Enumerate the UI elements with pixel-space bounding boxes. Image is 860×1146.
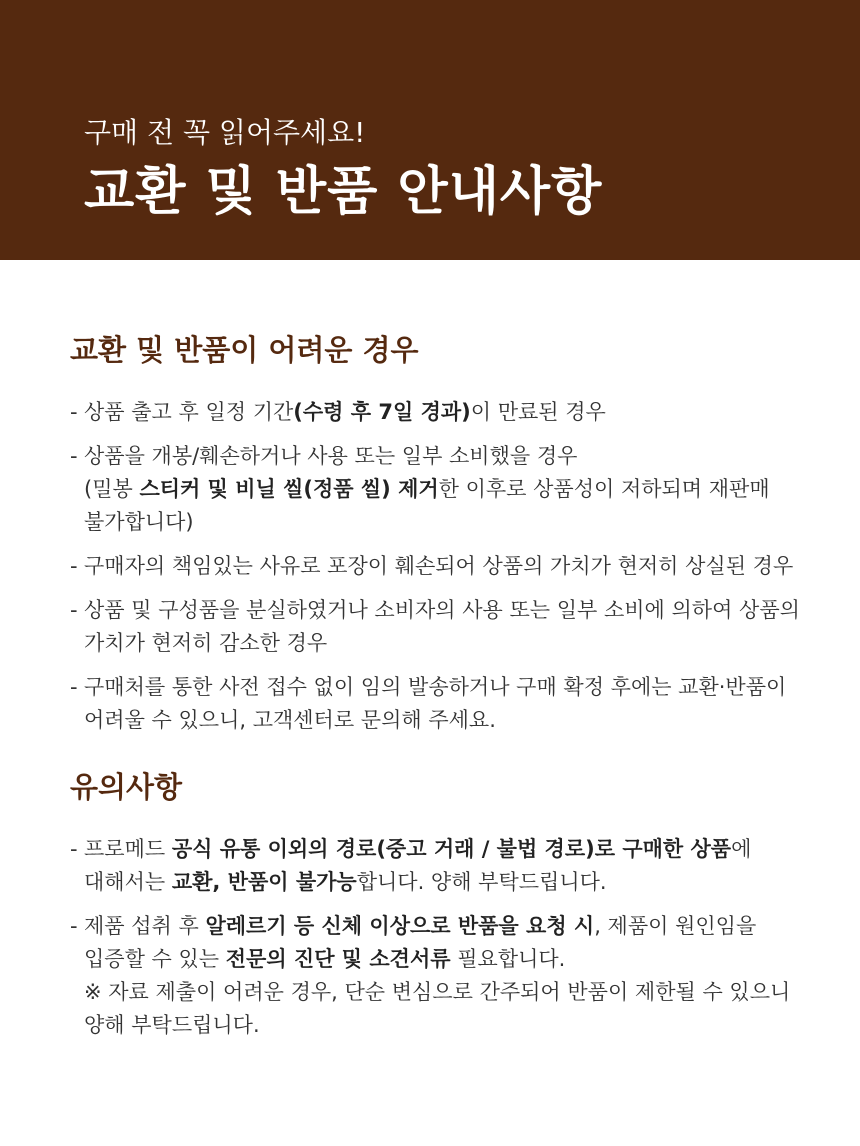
header-banner	[0, 0, 860, 260]
item-text: 구매자의 책임있는 사유로 포장이 훼손되어 상품의 가치가 현저히 상실된 경우	[84, 554, 794, 578]
item-text: ※ 자료 제출이 어려운 경우, 단순 변심으로 간주되어 반품이 제한될 수 있으니 양해 부탁드립니다.	[84, 980, 791, 1037]
item-text: 합니다. 양해 부탁드립니다.	[356, 870, 607, 894]
page-title: 교환 및 반품 안내사항	[84, 162, 603, 222]
item-list	[70, 396, 800, 737]
item-text: 필요합니다.	[450, 947, 566, 971]
item-text: 제품 섭취 후	[84, 914, 206, 938]
list-item	[70, 594, 820, 660]
header-subtitle: 구매 전 꼭 읽어주세요!	[84, 116, 366, 149]
item-text: (밀봉	[84, 477, 140, 501]
item-text: 구매처를 통한 사전 접수 없이 임의 발송하거나 구매 확정 후에는 교환·반품이 어려울 수 있으니, 고객센터로 문의해 주세요.	[84, 675, 787, 732]
list-item	[70, 671, 820, 737]
emphasis-text: 교환, 반품이 불가능	[171, 870, 357, 894]
section-precautions	[70, 767, 790, 1042]
emphasis-text: 스티커 및 비닐 씰(정품 씰) 제거	[139, 477, 439, 501]
section-title: 교환 및 반품이 어려운 경우	[70, 333, 419, 367]
item-text: 상품 및 구성품을 분실하였거나 소비자의 사용 또는 일부 소비에 의하여 상품의 가치가 현저히 감소한 경우	[84, 598, 800, 655]
section-title: 유의사항	[70, 770, 183, 804]
emphasis-text: 알레르기 등 신체 이상으로 반품을 요청 시	[205, 914, 595, 938]
notice-content	[0, 260, 800, 1042]
list-item	[70, 396, 820, 429]
item-text: 상품 출고 후 일정 기간	[84, 400, 294, 424]
list-item	[70, 833, 820, 899]
item-text: 프로메드	[84, 837, 172, 861]
list-item	[70, 550, 820, 583]
emphasis-text: (수령 후 7일 경과)	[293, 400, 471, 424]
list-item	[70, 910, 820, 1042]
emphasis-text: 전문의 진단 및 소견서류	[225, 947, 451, 971]
item-text: 상품을 개봉/훼손하거나 사용 또는 일부 소비했을 경우	[84, 444, 578, 468]
item-text: 에 대해서는	[84, 837, 752, 894]
item-list	[70, 833, 790, 1042]
section-non-returnable	[70, 330, 800, 737]
item-text: 한 이후로 상품성이 저하되며 재판매 불가합니다)	[84, 477, 770, 534]
list-item	[70, 440, 820, 539]
item-text: 이 만료된 경우	[470, 400, 606, 424]
emphasis-text: 공식 유통 이외의 경로(중고 거래 / 불법 경로)로 구매한 상품	[171, 837, 732, 861]
item-text: , 제품이 원인임을 입증할 수 있는	[84, 914, 757, 971]
